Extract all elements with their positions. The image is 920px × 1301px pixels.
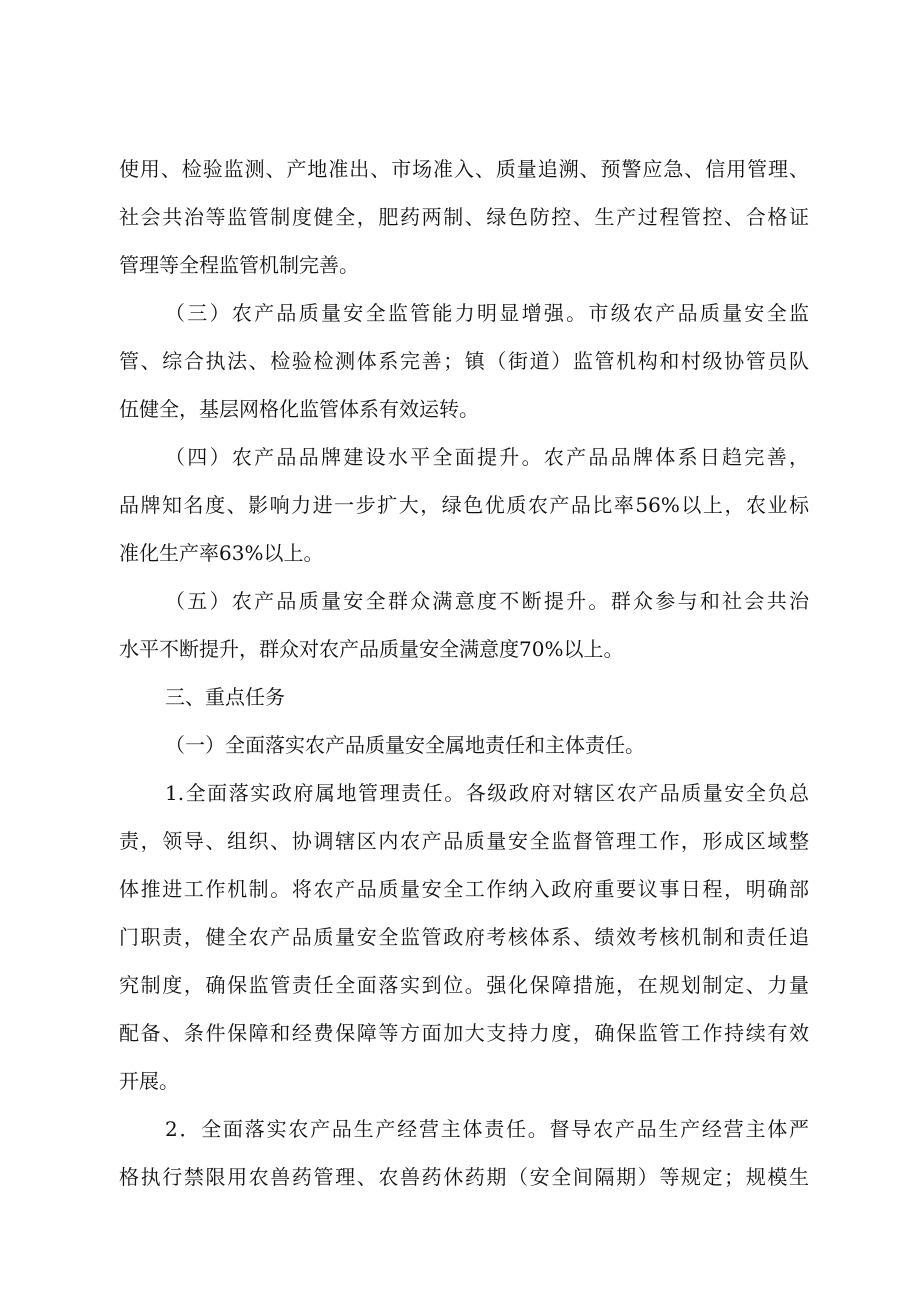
text-line: （五）农产品质量安全群众满意度不断提升。群众参与和社会共治 xyxy=(165,589,809,613)
text-line: 格执行禁限用农兽药管理、农兽药休药期（安全间隔期）等规定；规模生 xyxy=(119,1165,809,1189)
text-line: 使用、检验监测、产地准出、市场准入、质量追溯、预警应急、信用管理、 xyxy=(119,157,809,181)
text-line: 2．全面落实农产品生产经营主体责任。督导农产品生产经营主体严 xyxy=(165,1117,809,1141)
text-line: 管、综合执法、检验检测体系完善；镇（街道）监管机构和村级协管员队 xyxy=(119,349,809,373)
text-line: 门职责，健全农产品质量安全监管政府考核体系、绩效考核机制和责任追 xyxy=(119,925,809,949)
text-line: 体推进工作机制。将农产品质量安全工作纳入政府重要议事日程，明确部 xyxy=(119,877,809,901)
text-line: 品牌知名度、影响力进一步扩大，绿色优质农产品比率56%以上，农业标 xyxy=(119,493,809,517)
text-line: 开展。 xyxy=(119,1069,179,1093)
text-line: （四）农产品品牌建设水平全面提升。农产品品牌体系日趋完善， xyxy=(165,445,809,469)
text-line: 究制度，确保监管责任全面落实到位。强化保障措施，在规划制定、力量 xyxy=(119,973,809,997)
text-line: 1.全面落实政府属地管理责任。各级政府对辖区农产品质量安全负总 xyxy=(165,781,809,805)
text-line: 管理等全程监管机制完善。 xyxy=(119,253,359,277)
text-line: 责，领导、组织、协调辖区内农产品质量安全监督管理工作，形成区域整 xyxy=(119,829,809,853)
text-line: （三）农产品质量安全监管能力明显增强。市级农产品质量安全监 xyxy=(165,301,809,325)
text-line: 配备、条件保障和经费保障等方面加大支持力度，确保监管工作持续有效 xyxy=(119,1021,809,1045)
subsection-heading: （一）全面落实农产品质量安全属地责任和主体责任。 xyxy=(165,733,645,757)
text-line: 伍健全，基层网格化监管体系有效运转。 xyxy=(119,397,479,421)
text-line: 社会共治等监管制度健全，肥药两制、绿色防控、生产过程管控、合格证 xyxy=(119,205,809,229)
text-line: 水平不断提升，群众对农产品质量安全满意度70%以上。 xyxy=(119,637,624,661)
text-line: 准化生产率63%以上。 xyxy=(119,541,324,565)
section-heading: 三、重点任务 xyxy=(165,685,285,709)
